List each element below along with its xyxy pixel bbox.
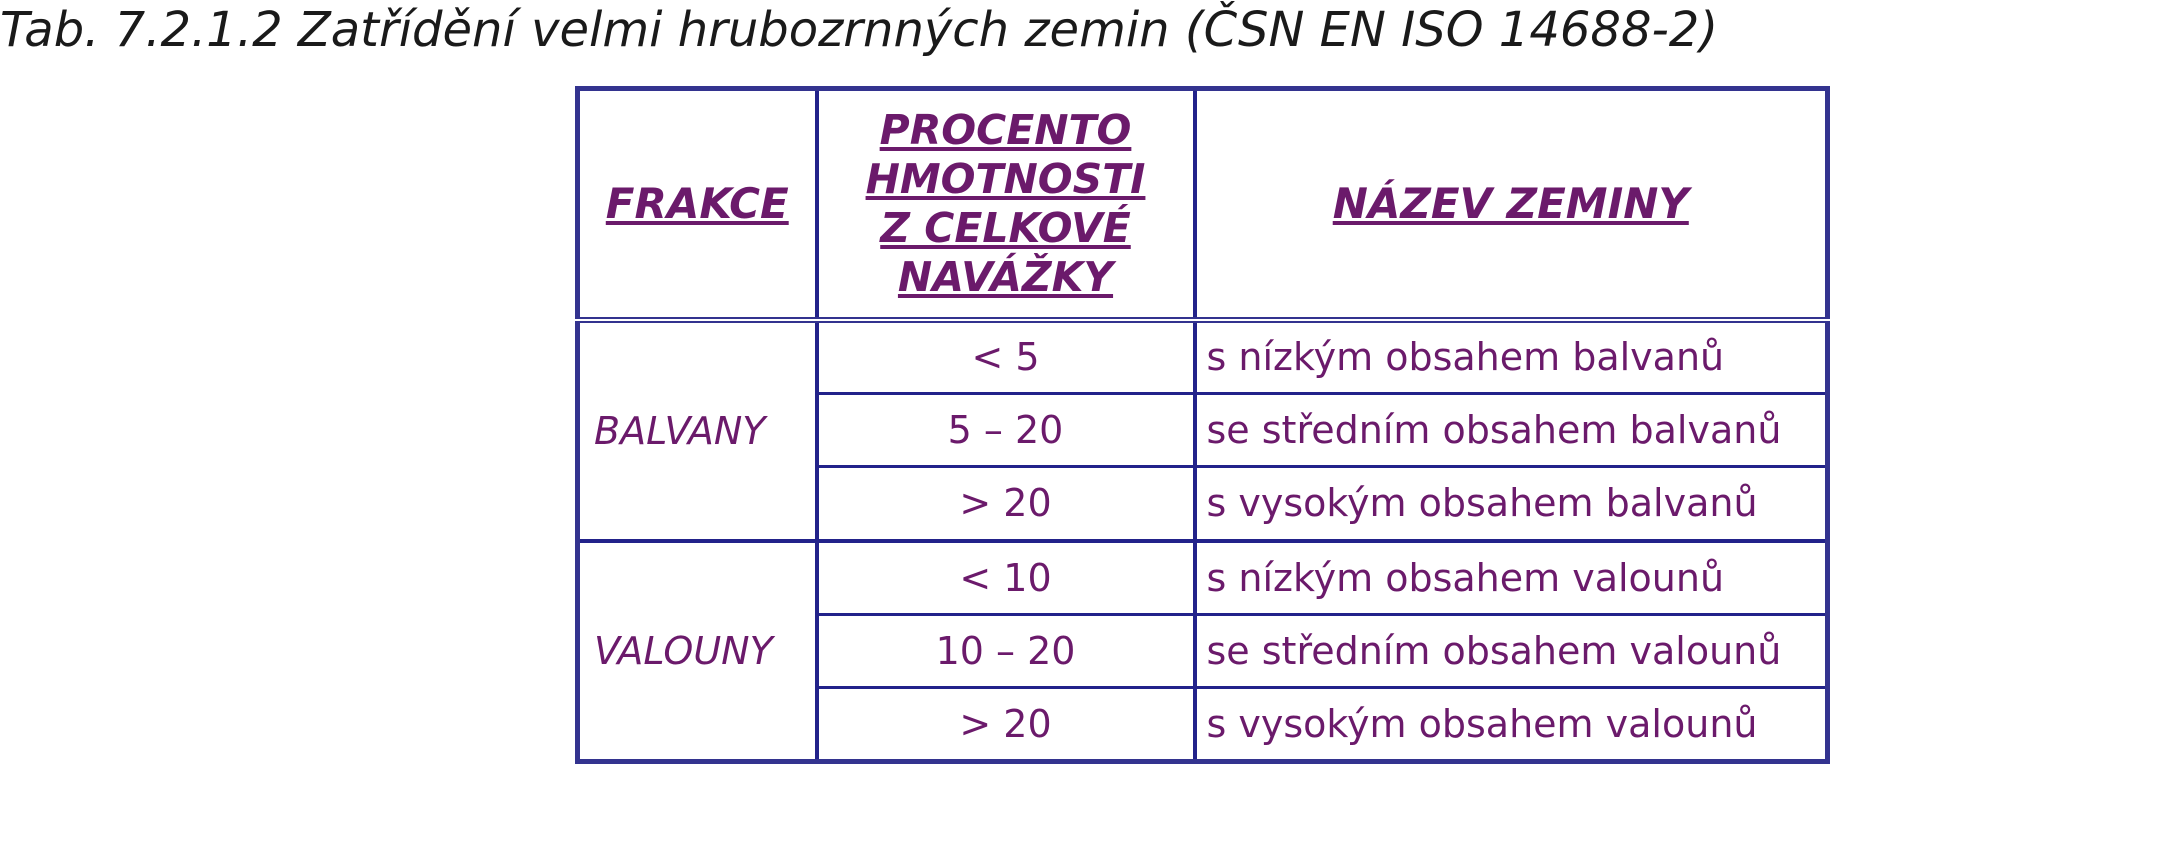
percent-cell: < 5 <box>817 320 1195 394</box>
table-row <box>578 541 1828 615</box>
soil-classification-table <box>575 86 1830 764</box>
percent-cell: 10 – 20 <box>817 614 1195 688</box>
fraction-cell-cobbles: VALOUNY <box>578 541 817 762</box>
percent-cell: > 20 <box>817 688 1195 762</box>
header-percent-line: NAVÁŽKY <box>897 252 1114 301</box>
percent-cell: < 10 <box>817 541 1195 615</box>
header-percent-line: PROCENTO <box>879 105 1132 154</box>
soil-name-cell: s vysokým obsahem balvanů <box>1195 467 1828 541</box>
soil-name-cell: s nízkým obsahem valounů <box>1195 541 1828 615</box>
header-percent <box>817 89 1195 320</box>
table-row <box>578 320 1828 394</box>
header-soil-name: NÁZEV ZEMINY <box>1195 89 1828 320</box>
header-percent-line: HMOTNOSTI <box>865 154 1146 203</box>
soil-name-cell: se středním obsahem valounů <box>1195 614 1828 688</box>
fraction-cell-boulders: BALVANY <box>578 320 817 541</box>
soil-name-cell: s vysokým obsahem valounů <box>1206 702 1758 747</box>
soil-name-cell: s nízkým obsahem balvanů <box>1195 320 1828 394</box>
header-percent-line: Z CELKOVÉ <box>880 203 1131 252</box>
percent-cell: 5 – 20 <box>817 393 1195 467</box>
header-fraction: FRAKCE <box>578 89 817 320</box>
table-caption: Tab. 7.2.1.2 Zatřídění velmi hrubozrnných zemin (ČSN EN ISO 14688-2) <box>0 2 1719 58</box>
header-row <box>578 89 1828 320</box>
soil-name-cell: se středním obsahem balvanů <box>1195 393 1828 467</box>
percent-cell: > 20 <box>817 467 1195 541</box>
